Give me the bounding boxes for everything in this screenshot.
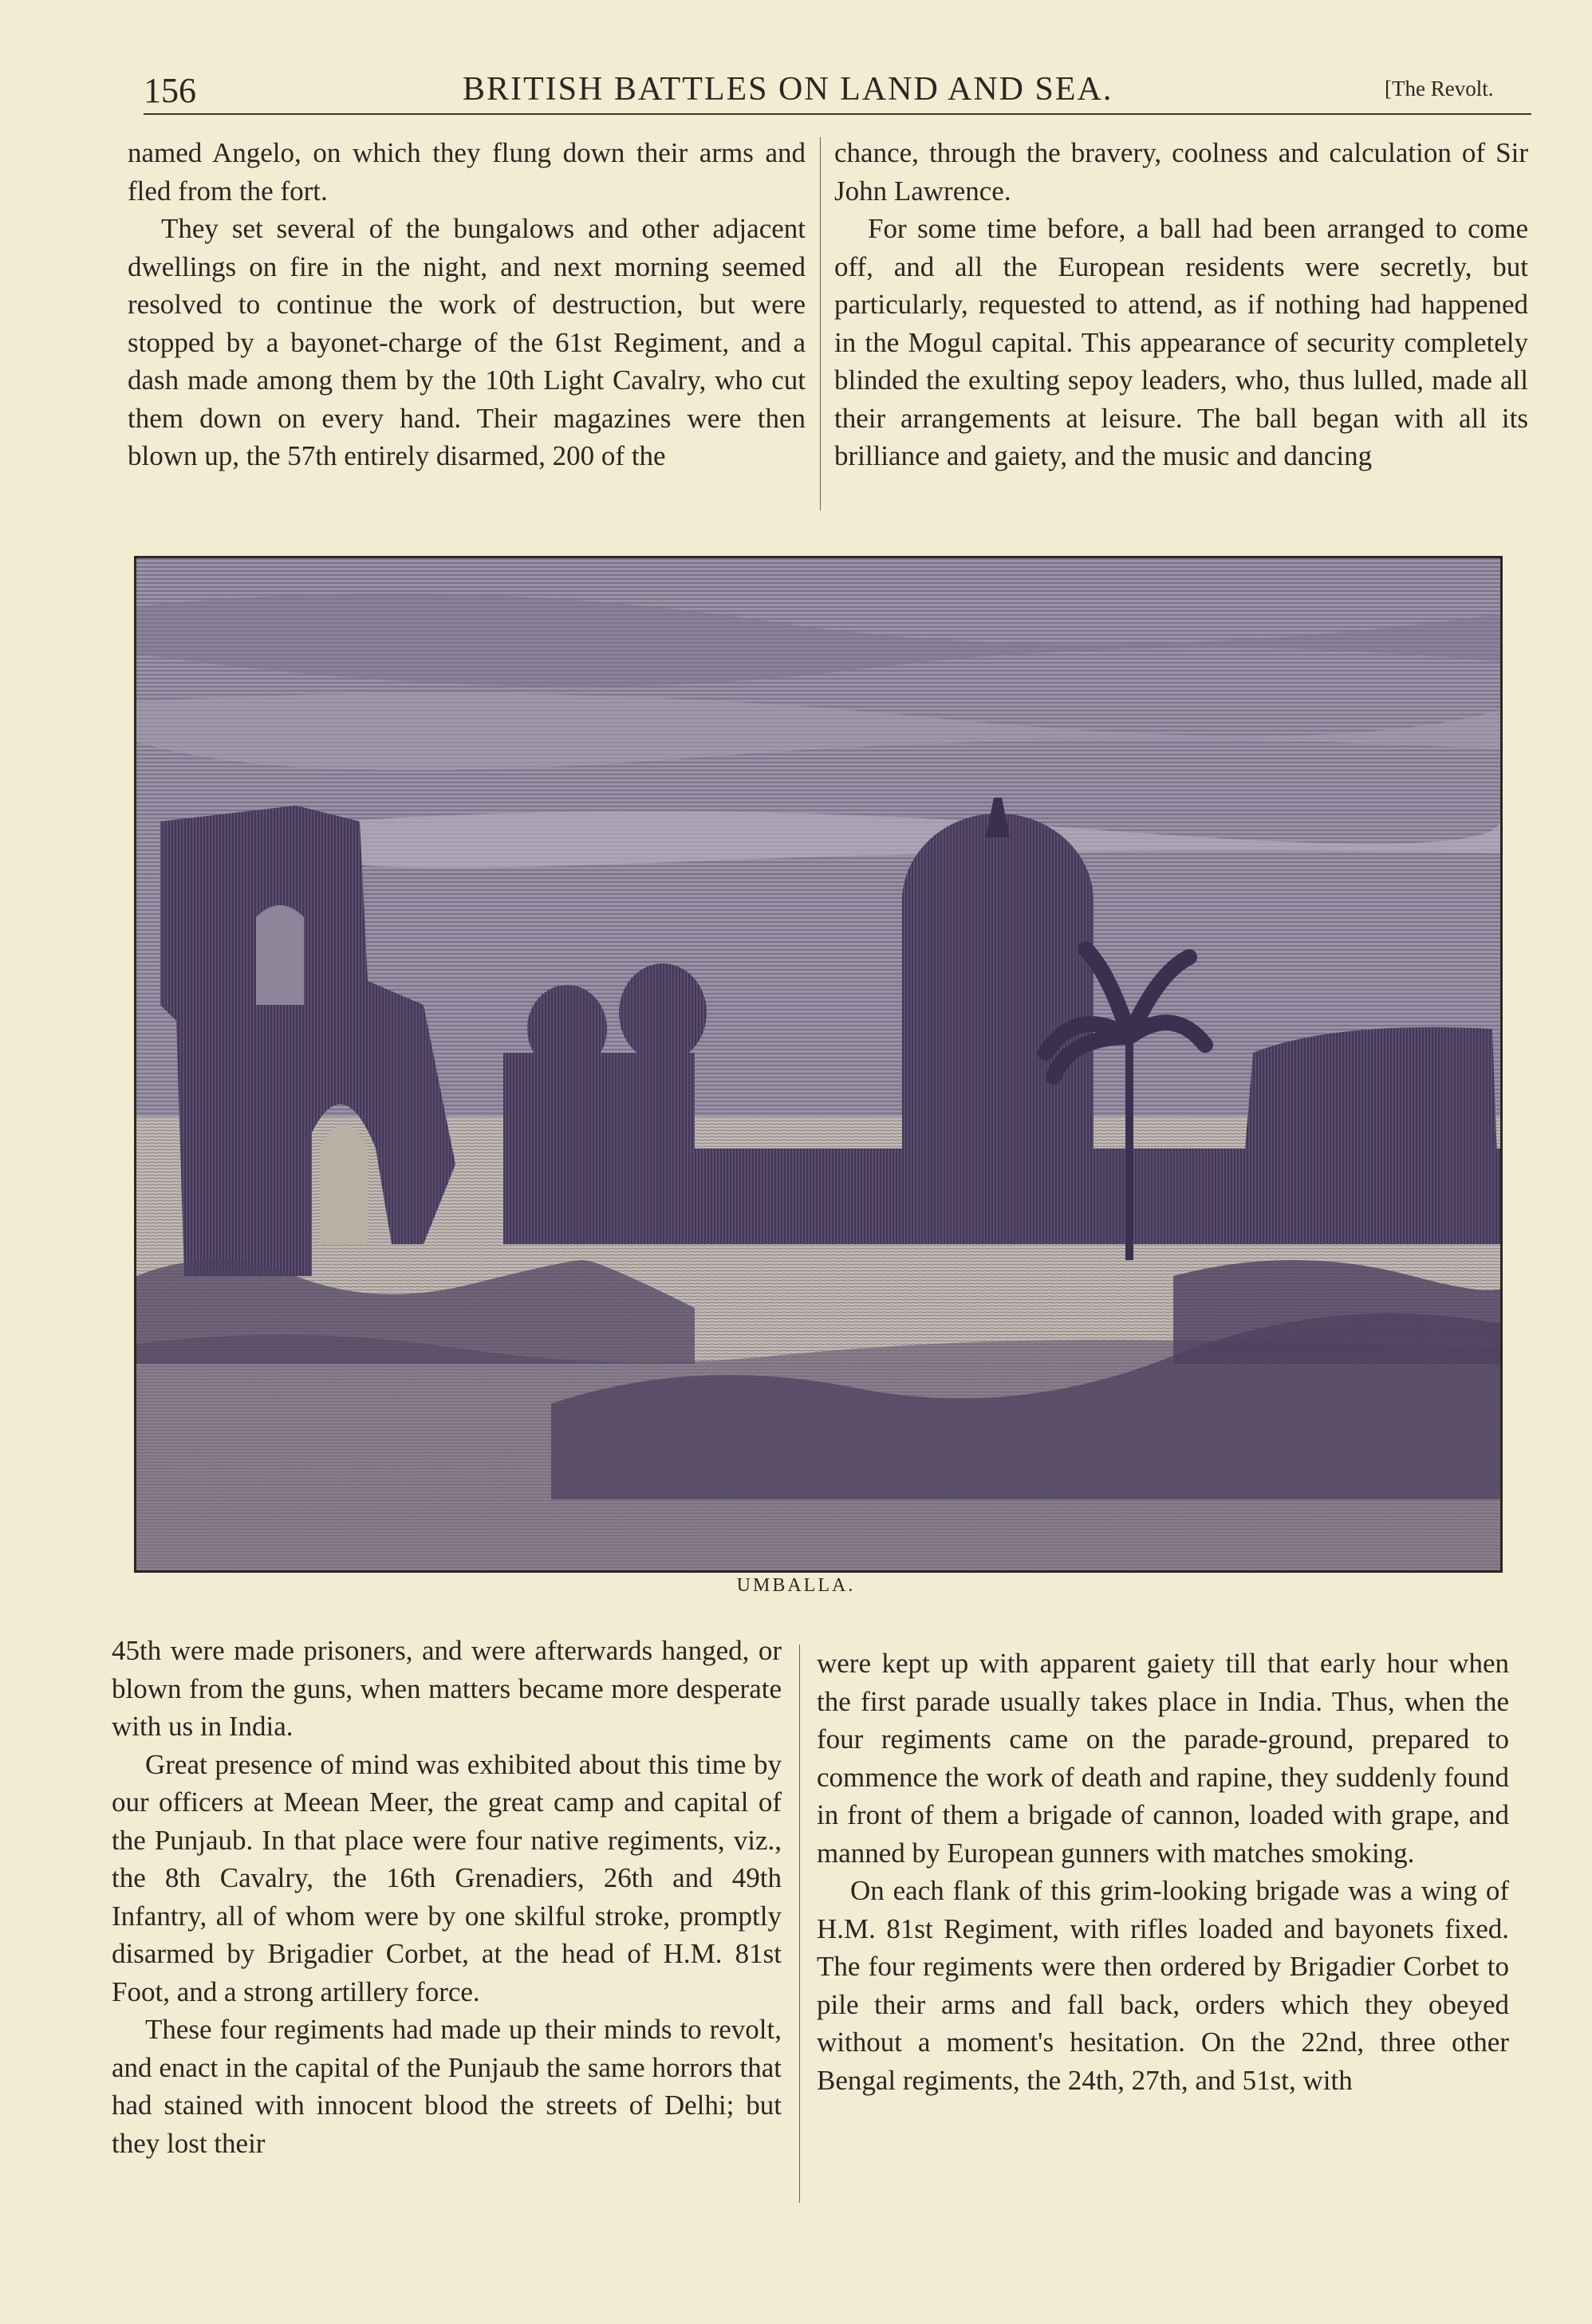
paragraph: These four regiments had made up their minds to revolt, and enact in the capital of the Punjaub the same horrors that had stained with innocent blood the streets of Delhi; but they lost their	[112, 2014, 782, 2159]
paragraph: For some time before, a ball had been arranged to come off, and all the European residents were secretly, but particularly, requested to attend, as if nothing had happened in the Mogul capital. This appearance of security completely blinded the exulting sepoy leaders, who, thus lulled, made all their arrangements at leisure. The ball began with all its brilliance and gaiety, and the music and dancing	[834, 213, 1528, 471]
header-rule	[144, 113, 1531, 115]
paragraph: On each flank of this grim-looking brigade was a wing of H.M. 81st Regiment, with rifles loaded and bayonets fixed. The four regiments were then ordered by Brigadier Corbet to pile their arms and fall back, orders which they obeyed without a moment's hesitation. On the 22nd, three other Bengal regiments, the 24th, 27th, and 51st, with	[817, 1875, 1509, 2096]
top-left-column	[128, 134, 806, 475]
bottom-right-column	[817, 1645, 1509, 2099]
engraving-illustration	[136, 558, 1500, 1570]
paragraph: chance, through the bravery, coolness and calculation of Sir John Lawrence.	[834, 137, 1528, 207]
top-right-column	[834, 134, 1528, 475]
engraving-umballa	[134, 556, 1503, 1573]
page-header	[0, 64, 1592, 120]
section-tag: [The Revolt.	[1385, 77, 1494, 100]
running-title: BRITISH BATTLES ON LAND AND SEA.	[463, 71, 1113, 108]
paragraph: Great presence of mind was exhibited about this time by our officers at Meean Meer, the great camp and capital of the Punjaub. In that place were four native regiments, viz., the 8th Cavalry, the 16th Grenadiers, 26th and 49th Infantry, all of whom were by one skilful stroke, promptly disarmed by Brigadier Corbet, at the head of H.M. 81st Foot, and a strong artillery force.	[112, 1748, 782, 2007]
paragraph: named Angelo, on which they flung down their arms and fled from the fort.	[128, 137, 806, 207]
paragraph: were kept up with apparent gaiety till that early hour when the first parade usually takes place in India. Thus, when the four regiments came on the parade-ground, prepared to commence the work of death and rapine, they suddenly found in front of them a brigade of cannon, loaded with grape, and manned by European gunners with matches smoking.	[817, 1648, 1509, 1869]
column-divider	[799, 1645, 800, 2203]
column-divider	[820, 137, 821, 510]
page-number: 156	[144, 71, 196, 110]
figure-caption: UMBALLA.	[736, 1575, 856, 1596]
bottom-left-column	[112, 1632, 782, 2162]
paragraph: They set several of the bungalows and other adjacent dwellings on fire in the night, and next morning seemed resolved to continue the work of destruction, but were stopped by a bayonet-charge of the 61st Regiment, and a dash made among them by the 10th Light Cavalry, who cut them down on every hand. Their magazines were then blown up, the 57th entirely disarmed, 200 of the	[128, 213, 806, 471]
paragraph: 45th were made prisoners, and were afterwards hanged, or blown from the guns, when matters became more desperate with us in India.	[112, 1635, 782, 1742]
